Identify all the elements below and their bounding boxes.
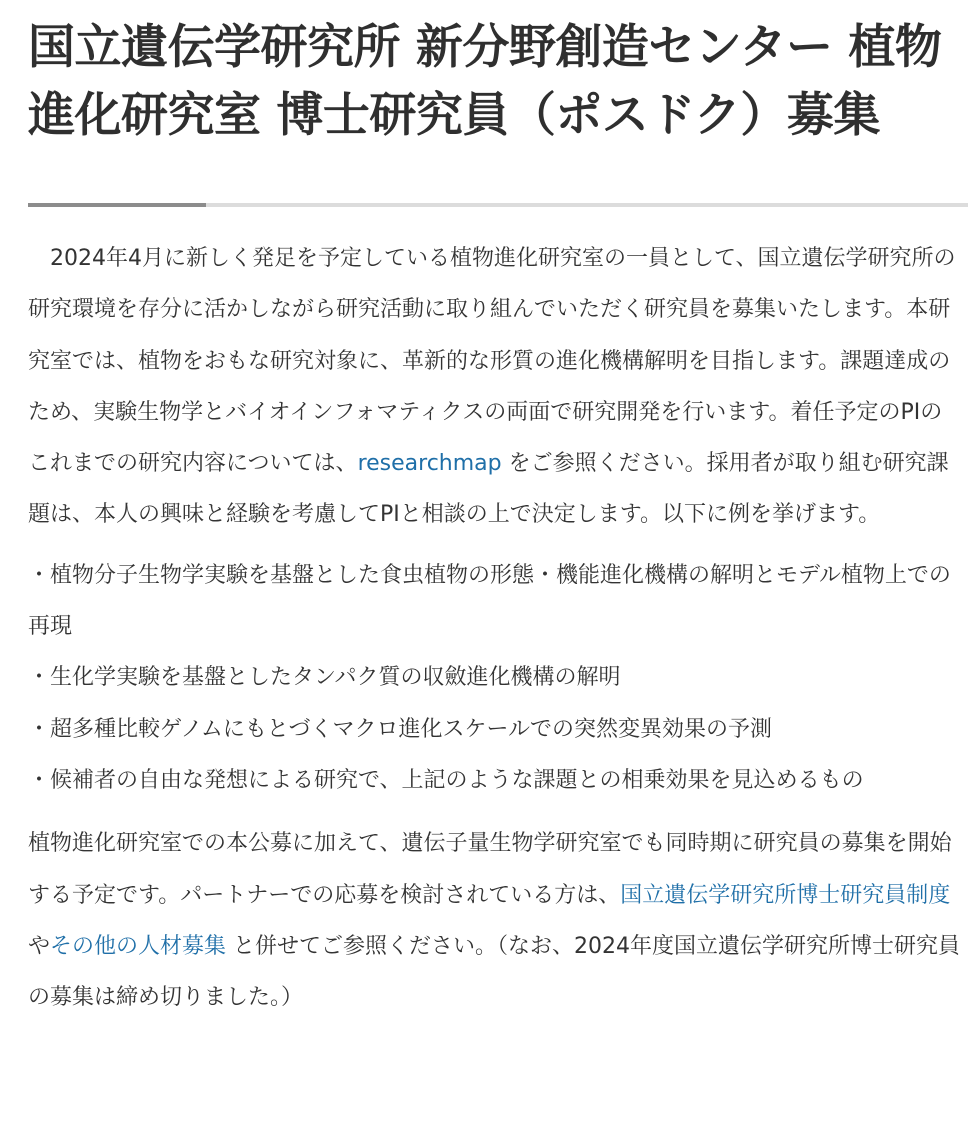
postdoc-system-link[interactable]: 国立遺伝学研究所博士研究員制度	[620, 882, 951, 908]
list-item: ・候補者の自由な発想による研究で、上記のような課題との相乗効果を見込めるもの	[28, 767, 864, 793]
title-divider	[28, 203, 968, 207]
list-item: ・植物分子生物学実験を基盤とした食虫植物の形態・機能進化機構の解明とモデル植物上での再現	[28, 562, 951, 640]
list-item: ・生化学実験を基盤としたタンパク質の収斂進化機構の解明	[28, 665, 621, 691]
closing-text-1: 植物進化研究室での本公募に加えて、遺伝子量生物学研究室でも同時期に研究員の募集を開始する予定です。パートナーでの応募を検討されている方は、	[28, 831, 952, 908]
title-divider-accent	[28, 203, 206, 207]
intro-paragraph	[28, 233, 960, 541]
intro-text-after-link: をご参照ください。採用者が取り組む研究課題は、本人の興味と経験を考慮してPIと相談の上で決定します。以下に例を挙げます。	[28, 451, 949, 528]
closing-text-2: や	[28, 933, 51, 959]
list-item: ・超多種比較ゲノムにもとづくマクロ進化スケールでの突然変異効果の予測	[28, 716, 773, 742]
article-body	[28, 233, 960, 1023]
intro-text-before-link: 2024年4月に新しく発足を予定している植物進化研究室の一員として、国立遺伝学研究所の研究環境を存分に活かしながら研究活動に取り組んでいただく研究員を募集いたします。本研究室では、植物をおもな研究対象に、革新的な形質の進化機構解明を目指します。課題達成のため、実験生物学とバイオインフォマティクスの両面で研究開発を行います。着任予定のPIのこれまでの研究内容については、	[28, 246, 956, 477]
page-title: 国立遺伝学研究所 新分野創造センター 植物進化研究室 博士研究員（ポスドク）募集	[28, 20, 942, 143]
closing-text-3: と併せてご参照ください。（なお、2024年度国立遺伝学研究所博士研究員の募集は締め切りました。）	[28, 933, 961, 1011]
researchmap-link[interactable]: researchmap	[357, 451, 502, 477]
closing-paragraph	[28, 818, 960, 1023]
other-recruitment-link[interactable]: その他の人材募集	[50, 933, 227, 959]
research-topic-list	[28, 550, 960, 806]
